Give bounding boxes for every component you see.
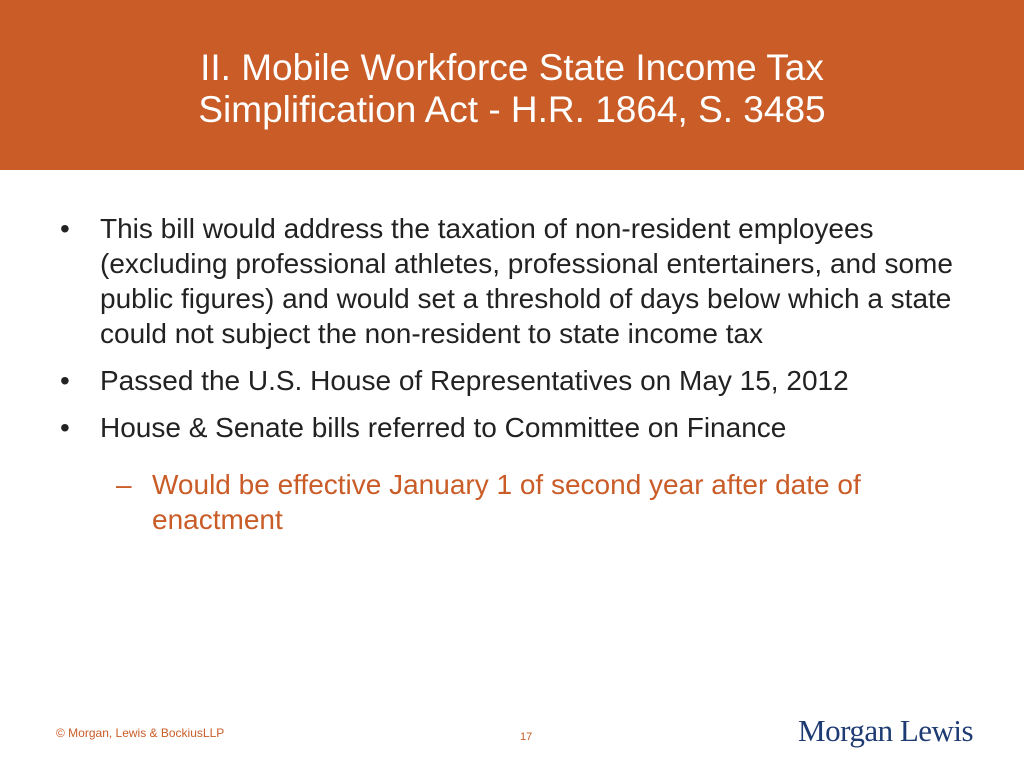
bullet-text: Passed the U.S. House of Representatives on May 15, 2012 xyxy=(100,365,849,396)
bullet-text: This bill would address the taxation of non-resident employees (excluding professional athletes, professional entertainers, and some public figures) and would set a threshold of days below which a state could not subject the non-resident to state income tax xyxy=(100,213,953,349)
slide-title xyxy=(0,47,1024,131)
bullet-dot-icon: • xyxy=(60,213,70,244)
slide-title-line-2: Simplification Act - H.R. 1864, S. 3485 xyxy=(198,89,826,130)
sub-bullet-text: Would be effective January 1 of second year after date of enactment xyxy=(152,469,861,535)
page-number: 17 xyxy=(520,731,533,743)
dash-icon: – xyxy=(116,469,132,500)
morgan-lewis-logo: Morgan Lewis xyxy=(798,713,974,748)
bullet-item xyxy=(56,363,960,398)
title-bar xyxy=(0,0,1024,170)
slide-content xyxy=(56,211,986,537)
sub-bullet-item xyxy=(56,467,912,537)
slide-title-line-1: II. Mobile Workforce State Income Tax xyxy=(200,47,824,88)
bullet-dot-icon: • xyxy=(60,412,70,443)
bullet-item xyxy=(56,211,960,351)
bullet-dot-icon: • xyxy=(60,365,70,396)
footer-copyright: © Morgan, Lewis & BockiusLLP xyxy=(56,726,225,740)
bullet-item xyxy=(56,410,986,445)
bullet-text: House & Senate bills referred to Committee on Finance xyxy=(100,412,787,443)
